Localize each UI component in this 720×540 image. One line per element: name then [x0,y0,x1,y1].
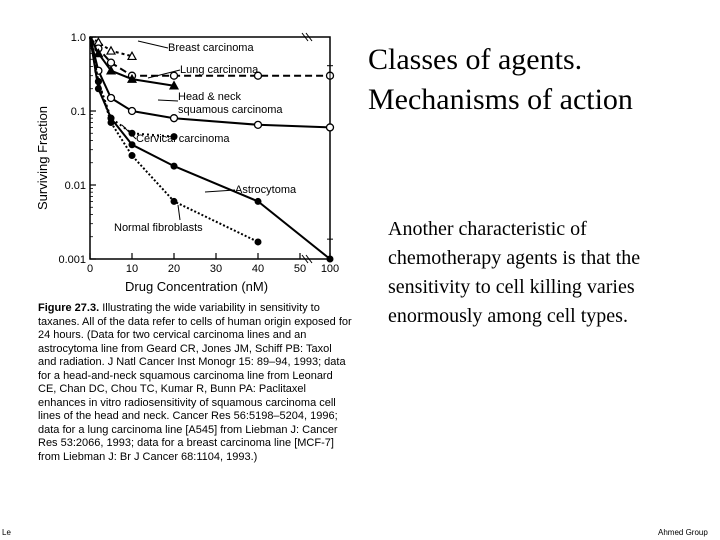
label-head-neck-line2: squamous carcinoma [178,104,283,116]
data-point [129,141,136,148]
data-point [255,121,262,128]
label-lung-carcinoma: Lung carcinoma [180,64,259,76]
pointer-head-neck [158,100,178,101]
figure-caption [38,302,352,464]
data-point [327,124,334,131]
y-axis-label: Surviving Fraction [35,105,50,210]
x-tick-label: 10 [125,263,139,275]
data-point [171,163,178,170]
y-tick-label: 0.01 [64,180,86,192]
data-point [129,108,136,115]
x-axis-label: Drug Concentration (nM) [125,279,269,294]
x-tick-label: 0 [86,263,94,275]
y-tick-label: 0.1 [70,106,86,118]
pointer-astrocytoma [205,190,235,192]
data-point [255,238,262,245]
data-point [108,119,115,126]
data-point [107,47,115,54]
data-point [129,152,136,159]
x-tick-label: 100 [320,263,340,275]
x-tick-label: 20 [167,263,181,275]
label-breast-carcinoma: Breast carcinoma [168,42,254,54]
title-line-1: Classes of agents. [368,43,583,76]
label-normal-fibroblasts: Normal fibroblasts [114,222,203,234]
label-cervical-carcinoma: Cervical carcinoma [136,133,230,145]
pointer-fibroblasts [178,205,180,220]
footer-left: Le [2,528,11,537]
data-point [129,130,136,137]
x-tick-label: 50 [293,263,307,275]
survival-chart [30,25,360,325]
caption-label: Figure 27.3. [38,302,100,314]
data-point [171,72,178,79]
y-tick-label: 0.001 [58,254,86,266]
label-head-neck-line1: Head & neck [178,91,241,103]
data-point [108,59,115,66]
data-point [108,94,115,101]
data-point [171,115,178,122]
label-astrocytoma: Astrocytoma [235,184,297,196]
pointer-breast [138,41,168,48]
title-line-2: Mechanisms of action [368,83,633,116]
slide-body-text: Another characteristic of chemotherapy agents is that the sensitivity to cell killing varies enormously among cell types. [388,218,641,327]
caption-text: Illustrating the wide variability in sensitivity to taxanes. All of the data refer to cells of human origin exposed for 24 hours. (Data for two cervical carcinoma lines and an astrocytoma line from Geard CR, Jones JM, Schiff PB: Taxol and radiation. J Natl Cancer Inst Monogr 15: 89–94, 1993; data for a head-and-neck squamous carcinoma line from Leonard CE, Chan DC, Chou TC, Kumar R, Bunn PA: Paclitaxel enhances in vitro radiosensitivity of squamous carcinoma cell lines of the head and neck. Cancer Res 56:5198–5204, 1996; data for a lung carcinoma line [A545] from Liebman J: Cancer Res 53:2066, 1993; data for a breast carcinoma line [MCF-7] from Liebman J: Br J Cancer 68:1104, 1993.) [38,302,352,463]
x-tick-label: 30 [209,263,223,275]
x-axis-ticks [87,253,339,275]
data-point [95,78,102,85]
data-point [255,198,262,205]
y-tick-label: 1.0 [70,32,86,44]
data-point [171,198,178,205]
slide-title [368,40,633,120]
x-tick-label: 40 [251,263,265,275]
footer-right: Ahmed Group [658,528,708,537]
